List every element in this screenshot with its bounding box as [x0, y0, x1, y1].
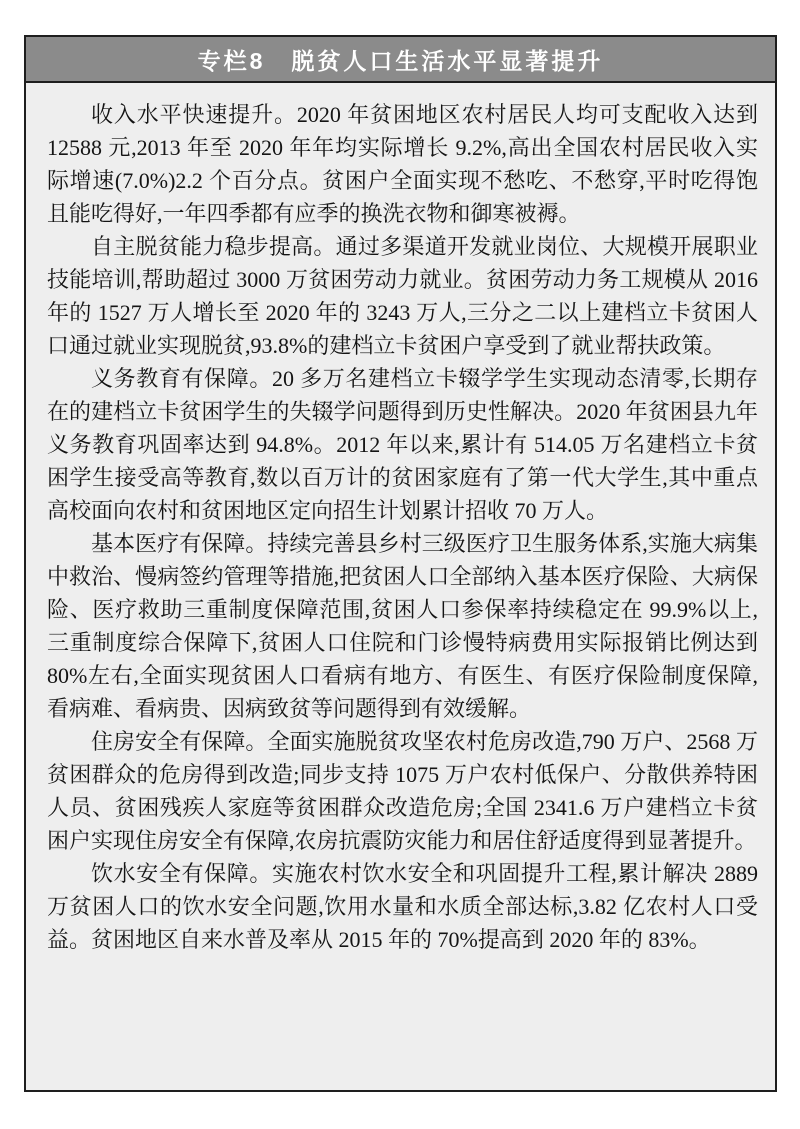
panel-title-bar [26, 37, 775, 83]
paragraph-drinking-water: 饮水安全有保障。实施农村饮水安全和巩固提升工程,累计解决 2889 万贫困人口的饮水安全问题,饮用水量和水质全部达标,3.82 亿农村人口受益。贫困地区自来水普及率从 2015 年的 70%提高到 2020 年的 83%。 [47, 861, 758, 952]
paragraph-housing: 住房安全有保障。全面实施脱贫攻坚农村危房改造,790 万户、2568 万贫困群众的危房得到改造;同步支持 1075 万户农村低保户、分散供养特困人员、贫困残疾人家庭等贫困群众改造危房;全国 2341.6 万户建档立卡贫困户实现住房安全有保障,农房抗震防灾能力和居住舒适度得到显著提升。 [47, 729, 758, 853]
panel-body [26, 83, 775, 956]
paragraph-employment: 自主脱贫能力稳步提高。通过多渠道开发就业岗位、大规模开展职业技能培训,帮助超过 3000 万贫困劳动力就业。贫困劳动力务工规模从 2016 年的 1527 万人增长至 2020 年的 3243 万人,三分之二以上建档立卡贫困人口通过就业实现脱贫,93.8%的建档立卡贫困户享受到了就业帮扶政策。 [47, 234, 758, 358]
paragraph-income: 收入水平快速提升。2020 年贫困地区农村居民人均可支配收入达到 12588 元,2013 年至 2020 年年均实际增长 9.2%,高出全国农村居民收入实际增速(7.0%)2.2 个百分点。贫困户全面实现不愁吃、不愁穿,平时吃得饱且能吃得好,一年四季都有应季的换洗衣物和御寒被褥。 [47, 102, 758, 226]
paragraph-education: 义务教育有保障。20 多万名建档立卡辍学学生实现动态清零,长期存在的建档立卡贫困学生的失辍学问题得到历史性解决。2020 年贫困县九年义务教育巩固率达到 94.8%。2012 年以来,累计有 514.05 万名建档立卡贫困学生接受高等教育,数以百万计的贫困家庭有了第一代大学生,其中重点高校面向农村和贫困地区定向招生计划累计招收 70 万人。 [47, 366, 758, 523]
column-panel [24, 35, 777, 1092]
paragraph-medical: 基本医疗有保障。持续完善县乡村三级医疗卫生服务体系,实施大病集中救治、慢病签约管理等措施,把贫困人口全部纳入基本医疗保险、大病保险、医疗救助三重制度保障范围,贫困人口参保率持续稳定在 99.9%以上,三重制度综合保障下,贫困人口住院和门诊慢特病费用实际报销比例达到 80%左右,全面实现贫困人口看病有地方、有医生、有医疗保险制度保障,看病难、看病贵、因病致贫等问题得到有效缓解。 [47, 531, 758, 721]
panel-title: 专栏8 脱贫人口生活水平显著提升 [197, 47, 604, 74]
